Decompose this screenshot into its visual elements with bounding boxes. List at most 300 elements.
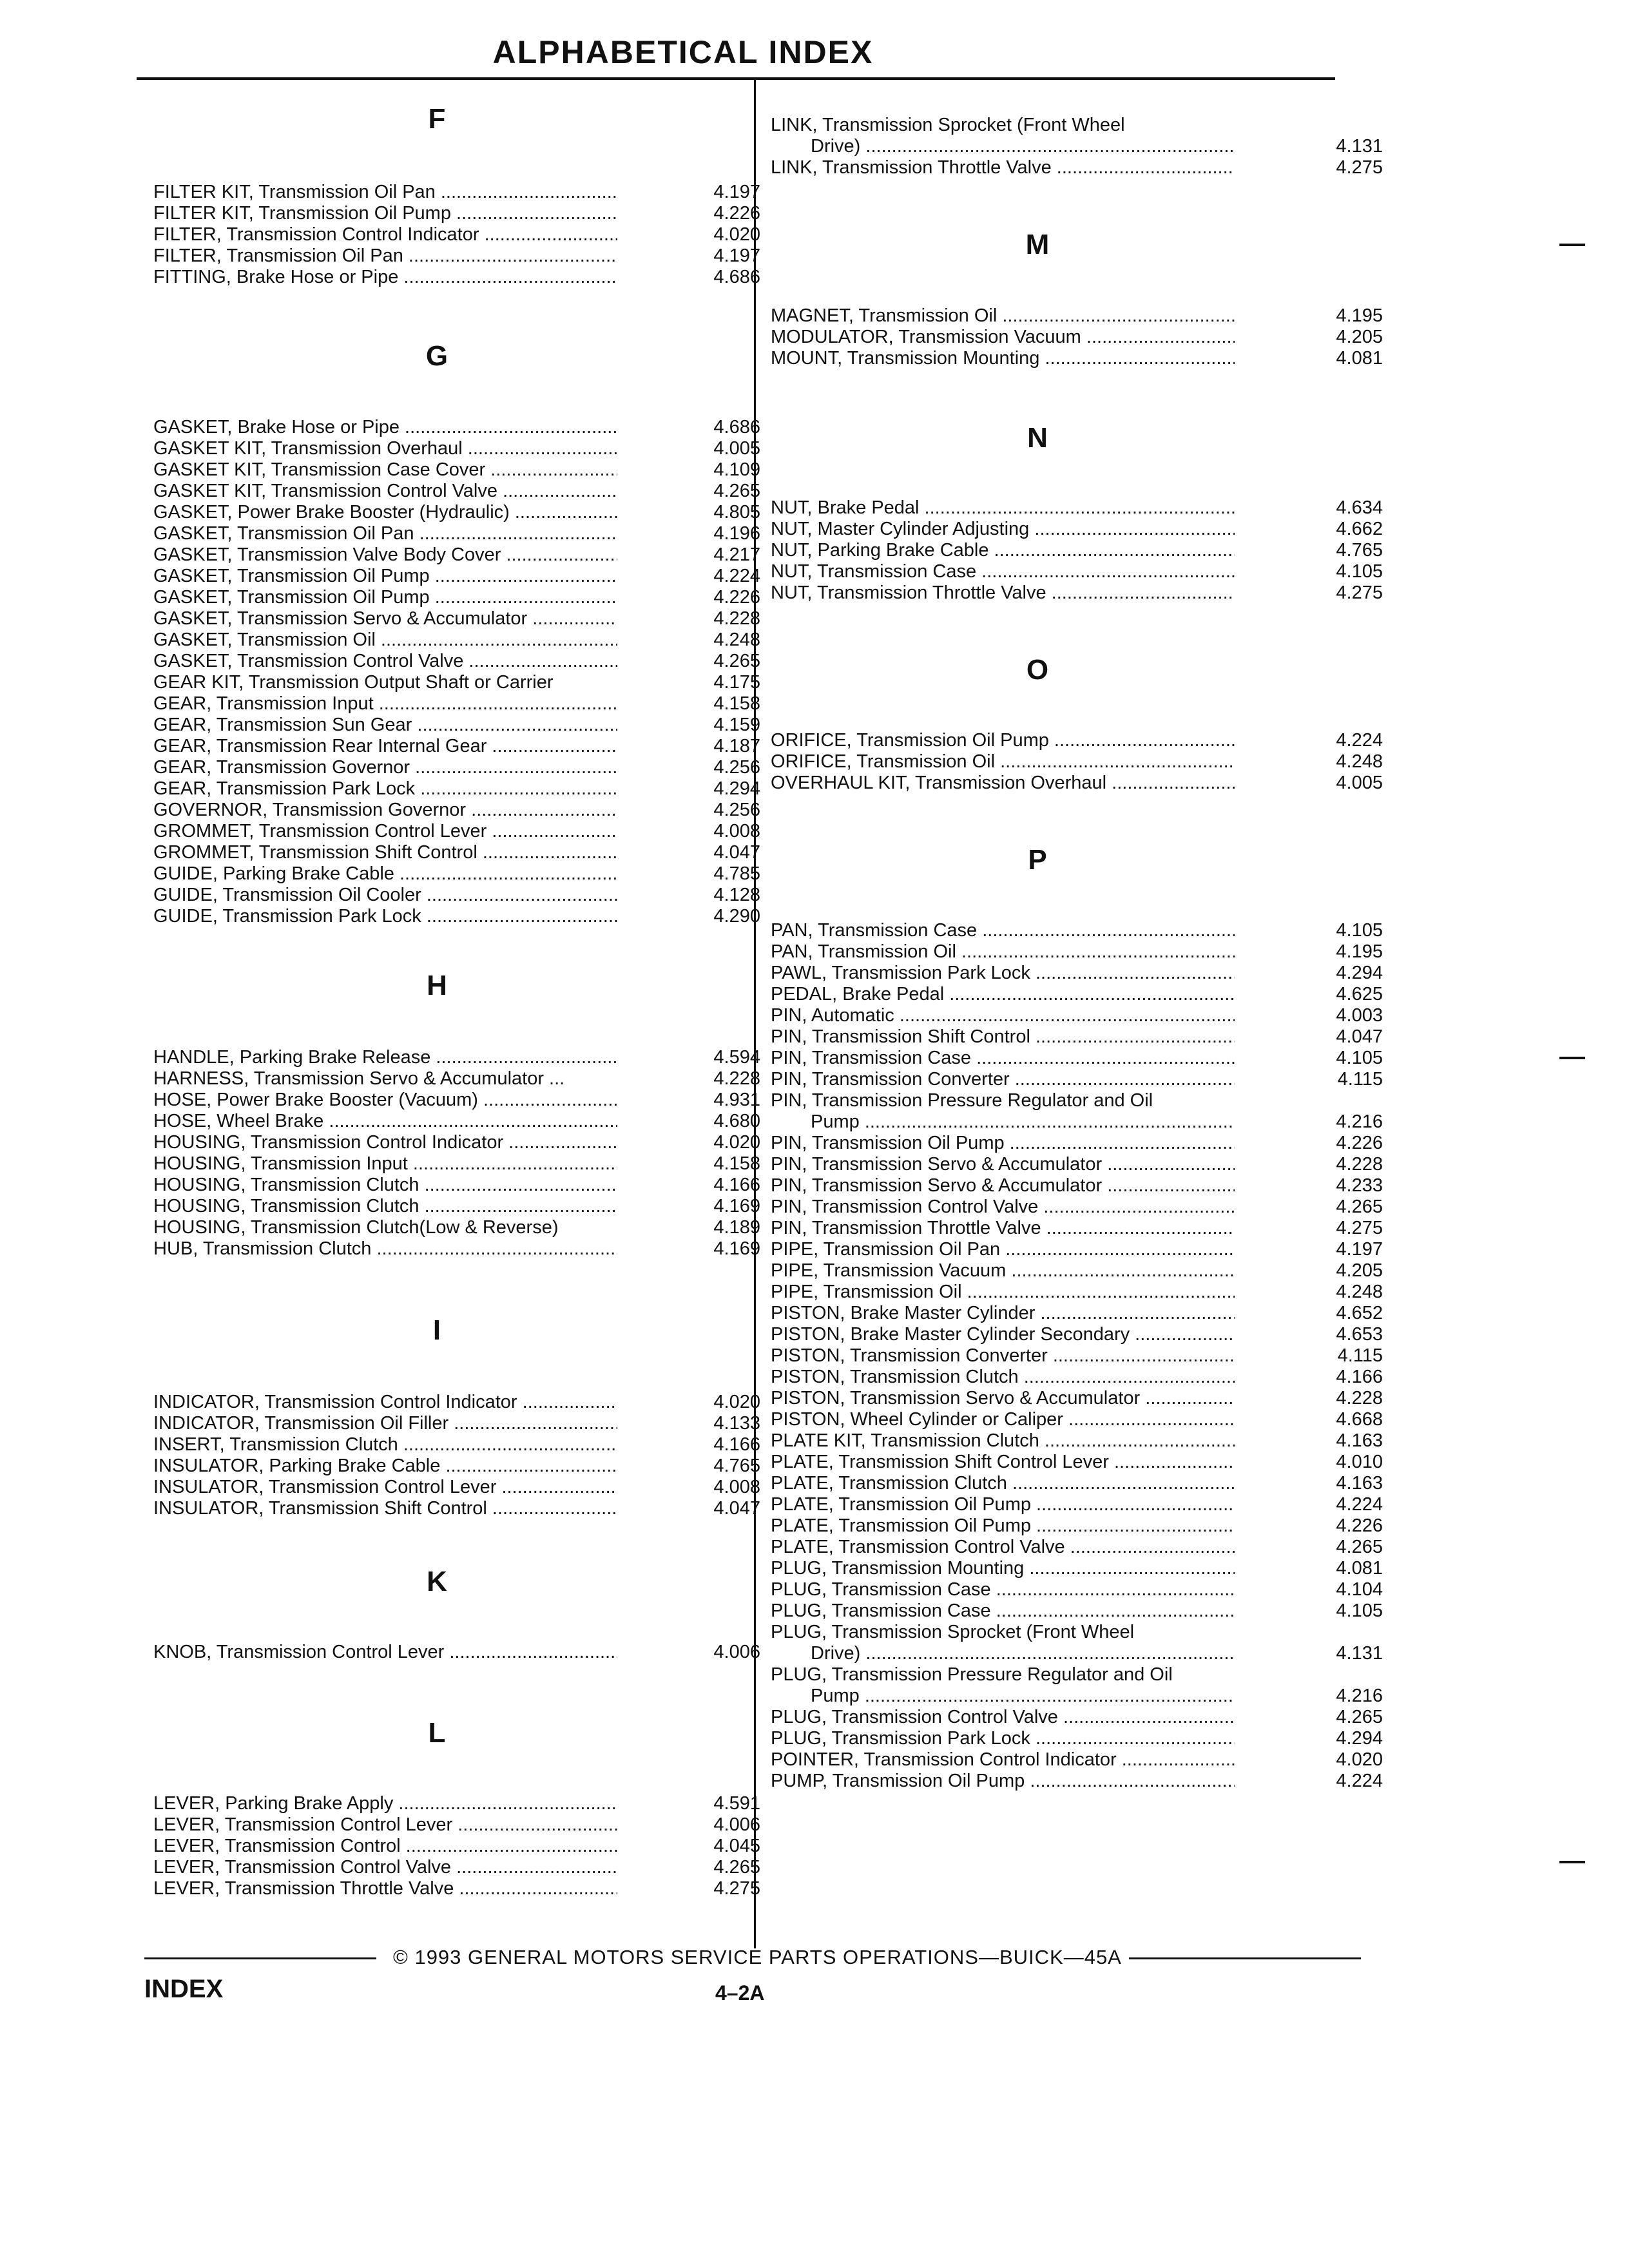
index-entry bbox=[771, 1345, 1389, 1367]
index-entry bbox=[153, 1642, 772, 1663]
index-entry-page: 4.625 bbox=[1336, 984, 1383, 1004]
index-entry bbox=[153, 1477, 772, 1498]
index-entry-page: 4.765 bbox=[1336, 540, 1383, 561]
index-entry-name: LEVER, Transmission Control Valve ..... bbox=[153, 1857, 617, 1878]
index-entry-name: PEDAL, Brake Pedal ..... bbox=[771, 984, 1235, 1005]
index-entry-name: PIN, Transmission Servo & Accumulator ..... bbox=[771, 1175, 1235, 1196]
index-entry-page: 4.217 bbox=[713, 544, 760, 565]
index-entry-name: LEVER, Parking Brake Apply ..... bbox=[153, 1793, 617, 1814]
index-entry-name: PAN, Transmission Case ..... bbox=[771, 920, 1235, 941]
margin-mark bbox=[1559, 1057, 1585, 1059]
index-entry-name: PLUG, Transmission Park Lock ..... bbox=[771, 1728, 1235, 1749]
index-entry-page: 4.265 bbox=[713, 651, 760, 671]
index-entry-name: GASKET, Transmission Oil Pan ..... bbox=[153, 523, 617, 544]
index-entry bbox=[153, 1090, 772, 1111]
index-entry bbox=[771, 1048, 1389, 1069]
index-entry-page: 4.169 bbox=[713, 1238, 760, 1259]
index-entry-name: GASKET KIT, Transmission Case Cover ..... bbox=[153, 459, 617, 481]
index-entry bbox=[771, 1643, 1389, 1664]
index-entry-name: PISTON, Brake Master Cylinder Secondary ..... bbox=[771, 1324, 1235, 1345]
index-entry bbox=[153, 800, 772, 821]
index-entry-name: HOUSING, Transmission Input ..... bbox=[153, 1153, 617, 1175]
index-entry bbox=[153, 1392, 772, 1413]
index-entry-page: 4.275 bbox=[713, 1878, 760, 1899]
index-entry-name: PIN, Transmission Control Valve ..... bbox=[771, 1196, 1235, 1218]
index-entry bbox=[153, 1196, 772, 1217]
index-entry-page: 4.115 bbox=[1337, 1345, 1383, 1366]
index-entry bbox=[771, 497, 1389, 519]
index-entry-page: 4.187 bbox=[713, 736, 760, 756]
index-entry-page: 4.020 bbox=[1336, 1749, 1383, 1770]
index-entry-name: OVERHAUL KIT, Transmission Overhaul ..... bbox=[771, 773, 1235, 794]
index-entry bbox=[771, 1707, 1389, 1728]
footer-section-label: INDEX bbox=[144, 1975, 224, 2003]
index-entry-name: GEAR, Transmission Rear Internal Gear ..... bbox=[153, 736, 617, 757]
index-entry bbox=[153, 906, 772, 927]
index-entry-name: GASKET, Transmission Servo & Accumulator ..... bbox=[153, 608, 617, 629]
index-entry bbox=[153, 1153, 772, 1175]
section-letter: L bbox=[428, 1717, 446, 1749]
index-entry-page: 4.680 bbox=[713, 1111, 760, 1131]
index-entry bbox=[153, 203, 772, 224]
index-entry bbox=[771, 920, 1389, 941]
index-entry-name: HOUSING, Transmission Clutch ..... bbox=[153, 1175, 617, 1196]
index-entry-page: 4.196 bbox=[713, 523, 760, 544]
index-entry-name: PISTON, Transmission Servo & Accumulator ..... bbox=[771, 1388, 1235, 1409]
index-entry-name: PISTON, Transmission Converter ..... bbox=[771, 1345, 1235, 1367]
index-entry-page: 4.228 bbox=[713, 1068, 760, 1089]
index-entry-name: Drive) ..... bbox=[771, 1643, 1235, 1664]
index-entry-name: INSULATOR, Parking Brake Cable ..... bbox=[153, 1456, 617, 1477]
index-entry bbox=[771, 1388, 1389, 1409]
section-letter: N bbox=[1027, 422, 1048, 454]
index-entry bbox=[153, 1068, 772, 1090]
index-entry bbox=[771, 1409, 1389, 1430]
index-entry bbox=[771, 1026, 1389, 1048]
index-entry-page: 4.109 bbox=[713, 459, 760, 480]
index-entry-page: 4.195 bbox=[1336, 941, 1383, 962]
index-entry bbox=[153, 1836, 772, 1857]
index-entry-name: GEAR, Transmission Park Lock ..... bbox=[153, 778, 617, 800]
index-entry-page: 4.006 bbox=[713, 1814, 760, 1835]
index-entry-page: 4.765 bbox=[713, 1456, 760, 1476]
index-entry-page: 4.686 bbox=[713, 417, 760, 437]
index-entry-name: GEAR KIT, Transmission Output Shaft or Carrier bbox=[153, 672, 554, 693]
index-entry bbox=[153, 224, 772, 245]
index-entry-name: GOVERNOR, Transmission Governor ..... bbox=[153, 800, 617, 821]
index-entry bbox=[771, 1473, 1389, 1494]
index-entry-name: ORIFICE, Transmission Oil ..... bbox=[771, 751, 1235, 773]
section-letter: H bbox=[427, 970, 447, 1001]
index-entry-name: LEVER, Transmission Throttle Valve ..... bbox=[153, 1878, 617, 1899]
index-entry-name: GEAR, Transmission Sun Gear ..... bbox=[153, 715, 617, 736]
index-entry bbox=[771, 1728, 1389, 1749]
index-entry-page: 4.591 bbox=[713, 1793, 760, 1814]
index-entry-page: 4.133 bbox=[713, 1413, 760, 1434]
index-entry bbox=[153, 1498, 772, 1519]
index-entry bbox=[153, 587, 772, 608]
index-entry-name: GASKET, Transmission Control Valve ..... bbox=[153, 651, 617, 672]
index-entry-name: FITTING, Brake Hose or Pipe ..... bbox=[153, 267, 617, 288]
index-entry-page: 4.594 bbox=[713, 1047, 760, 1068]
index-entry bbox=[153, 182, 772, 203]
index-entry-page: 4.265 bbox=[1336, 1537, 1383, 1557]
index-entry bbox=[771, 348, 1389, 369]
index-entry-page: 4.931 bbox=[713, 1090, 760, 1110]
index-entry-page: 4.216 bbox=[1336, 1686, 1383, 1706]
index-entry-name: PLUG, Transmission Mounting ..... bbox=[771, 1558, 1235, 1579]
index-entry-name: PIN, Automatic ..... bbox=[771, 1005, 1235, 1026]
footer-copyright: © 1993 GENERAL MOTORS SERVICE PARTS OPERATIONS—BUICK—45A bbox=[393, 1946, 1122, 1968]
index-entry-page: 4.785 bbox=[713, 863, 760, 884]
index-entry bbox=[771, 1664, 1389, 1686]
index-entry bbox=[153, 267, 772, 288]
index-entry bbox=[771, 1515, 1389, 1537]
index-entry-name: GASKET, Brake Hose or Pipe ..... bbox=[153, 417, 617, 438]
margin-mark bbox=[1559, 1861, 1585, 1863]
index-entry-page: 4.205 bbox=[1336, 327, 1383, 347]
index-entry-page: 4.228 bbox=[713, 608, 760, 629]
index-entry-name: INSULATOR, Transmission Control Lever ..... bbox=[153, 1477, 617, 1498]
index-entry-page: 4.010 bbox=[1336, 1452, 1383, 1472]
index-entry bbox=[153, 842, 772, 863]
index-entry-page: 4.294 bbox=[713, 778, 760, 799]
index-entry bbox=[771, 1622, 1389, 1643]
index-entry-name: GUIDE, Transmission Park Lock ..... bbox=[153, 906, 617, 927]
index-entry-name: GASKET, Transmission Oil ..... bbox=[153, 629, 617, 651]
index-entry-page: 4.020 bbox=[713, 224, 760, 245]
index-entry-name: FILTER, Transmission Oil Pan ..... bbox=[153, 245, 617, 267]
index-entry-page: 4.294 bbox=[1336, 963, 1383, 983]
index-entry bbox=[771, 305, 1389, 327]
index-entry-page: 4.105 bbox=[1336, 561, 1383, 582]
index-entry-page: 4.228 bbox=[1336, 1388, 1383, 1408]
index-entry-page: 4.256 bbox=[713, 757, 760, 778]
index-entry bbox=[771, 1686, 1389, 1707]
index-entry bbox=[153, 481, 772, 502]
index-entry-name: PLUG, Transmission Case ..... bbox=[771, 1600, 1235, 1622]
index-entry bbox=[771, 963, 1389, 984]
index-entry-name: LEVER, Transmission Control Lever ..... bbox=[153, 1814, 617, 1836]
index-entry bbox=[771, 1494, 1389, 1515]
index-entry-page: 4.265 bbox=[1336, 1196, 1383, 1217]
index-entry-page: 4.131 bbox=[1336, 1643, 1383, 1664]
section-letter: G bbox=[425, 340, 448, 372]
index-entry-name: HANDLE, Parking Brake Release ..... bbox=[153, 1047, 617, 1068]
index-entry bbox=[153, 1413, 772, 1434]
index-entry bbox=[771, 1260, 1389, 1282]
index-entry bbox=[771, 540, 1389, 561]
index-entry-page: 4.045 bbox=[713, 1836, 760, 1856]
index-entry bbox=[771, 1239, 1389, 1260]
index-entry bbox=[153, 1175, 772, 1196]
index-entry-page: 4.047 bbox=[1336, 1026, 1383, 1047]
index-entry-name: Pump ..... bbox=[771, 1111, 1235, 1133]
index-entry-name: HOUSING, Transmission Clutch(Low & Reverse) bbox=[153, 1217, 559, 1238]
index-entry-name: PLATE KIT, Transmission Clutch ..... bbox=[771, 1430, 1235, 1452]
index-entry bbox=[153, 1434, 772, 1456]
index-entry-page: 4.008 bbox=[713, 821, 760, 841]
index-entry-page: 4.115 bbox=[1337, 1069, 1383, 1090]
index-entry-name: GEAR, Transmission Governor ..... bbox=[153, 757, 617, 778]
index-entry-page: 4.131 bbox=[1336, 136, 1383, 157]
index-entry bbox=[771, 136, 1389, 157]
index-entry bbox=[771, 1452, 1389, 1473]
index-entry-page: 4.047 bbox=[713, 842, 760, 863]
index-entry-name: INSULATOR, Transmission Shift Control ..... bbox=[153, 1498, 617, 1519]
index-entry-page: 4.226 bbox=[713, 587, 760, 608]
index-entry-name: MODULATOR, Transmission Vacuum ..... bbox=[771, 327, 1235, 348]
index-entry bbox=[771, 1600, 1389, 1622]
index-entry bbox=[153, 438, 772, 459]
index-entry-name: POINTER, Transmission Control Indicator ..... bbox=[771, 1749, 1235, 1771]
index-entry bbox=[771, 773, 1389, 794]
index-entry-page: 4.668 bbox=[1336, 1409, 1383, 1430]
index-entry-name: FILTER KIT, Transmission Oil Pan ..... bbox=[153, 182, 617, 203]
index-entry-page: 4.166 bbox=[713, 1434, 760, 1455]
index-entry-page: 4.226 bbox=[713, 203, 760, 224]
index-entry-name: NUT, Parking Brake Cable ..... bbox=[771, 540, 1235, 561]
index-entry bbox=[771, 1749, 1389, 1771]
section-letter: P bbox=[1028, 844, 1047, 876]
index-entry bbox=[153, 672, 772, 693]
index-entry-page: 4.175 bbox=[713, 672, 760, 693]
index-entry-page: 4.294 bbox=[1336, 1728, 1383, 1749]
index-entry-name: NUT, Master Cylinder Adjusting ..... bbox=[771, 519, 1235, 540]
index-entry-page: 4.265 bbox=[713, 1857, 760, 1878]
index-entry-page: 4.104 bbox=[1336, 1579, 1383, 1600]
index-entry bbox=[153, 566, 772, 587]
index-entry-page: 4.224 bbox=[713, 566, 760, 586]
index-entry bbox=[771, 984, 1389, 1005]
index-entry-page: 4.205 bbox=[1336, 1260, 1383, 1281]
index-entry-name: PIN, Transmission Oil Pump ..... bbox=[771, 1133, 1235, 1154]
index-entry bbox=[771, 582, 1389, 604]
index-entry-name: GEAR, Transmission Input ..... bbox=[153, 693, 617, 715]
index-entry-name: LEVER, Transmission Control ..... bbox=[153, 1836, 617, 1857]
index-entry bbox=[153, 1238, 772, 1260]
index-entry-name: MAGNET, Transmission Oil ..... bbox=[771, 305, 1235, 327]
index-entry-name: LINK, Transmission Throttle Valve ..... bbox=[771, 157, 1235, 178]
index-entry-name: PISTON, Wheel Cylinder or Caliper ..... bbox=[771, 1409, 1235, 1430]
index-entry-page: 4.159 bbox=[713, 715, 760, 735]
index-entry bbox=[771, 1537, 1389, 1558]
index-entry-name: HOSE, Wheel Brake ..... bbox=[153, 1111, 617, 1132]
index-entry-page: 4.275 bbox=[1336, 1218, 1383, 1238]
index-entry bbox=[771, 519, 1389, 540]
index-entry-page: 4.686 bbox=[713, 267, 760, 287]
index-entry-page: 4.226 bbox=[1336, 1133, 1383, 1153]
index-entry bbox=[153, 1814, 772, 1836]
index-entry bbox=[153, 417, 772, 438]
index-entry bbox=[771, 1218, 1389, 1239]
index-entry-name: PAN, Transmission Oil ..... bbox=[771, 941, 1235, 963]
index-entry bbox=[771, 1771, 1389, 1792]
index-entry-page: 4.248 bbox=[713, 629, 760, 650]
index-entry bbox=[771, 1282, 1389, 1303]
index-entry bbox=[153, 1857, 772, 1878]
index-entry bbox=[153, 1793, 772, 1814]
index-entry-name: LINK, Transmission Sprocket (Front Wheel bbox=[771, 115, 1125, 135]
index-entry bbox=[153, 693, 772, 715]
index-entry-page: 4.003 bbox=[1336, 1005, 1383, 1026]
index-entry bbox=[153, 523, 772, 544]
index-entry bbox=[153, 778, 772, 800]
index-entry-name: NUT, Transmission Throttle Valve ..... bbox=[771, 582, 1235, 604]
index-entry bbox=[153, 544, 772, 566]
section-letter: F bbox=[428, 103, 446, 135]
index-entry-page: 4.216 bbox=[1336, 1111, 1383, 1132]
index-entry-name: PLATE, Transmission Shift Control Lever ..... bbox=[771, 1452, 1235, 1473]
index-entry bbox=[771, 1558, 1389, 1579]
index-entry-name: PAWL, Transmission Park Lock ..... bbox=[771, 963, 1235, 984]
margin-mark bbox=[1559, 244, 1585, 246]
index-entry-name: PUMP, Transmission Oil Pump ..... bbox=[771, 1771, 1235, 1792]
footer-rule-right bbox=[1129, 1957, 1361, 1959]
index-entry-page: 4.005 bbox=[1336, 773, 1383, 793]
index-entry bbox=[153, 1047, 772, 1068]
index-entry-page: 4.005 bbox=[713, 438, 760, 459]
index-entry bbox=[153, 715, 772, 736]
index-entry-name: PLUG, Transmission Case ..... bbox=[771, 1579, 1235, 1600]
index-entry-page: 4.158 bbox=[713, 693, 760, 714]
index-entry-name: GASKET, Power Brake Booster (Hydraulic) ..... bbox=[153, 502, 617, 523]
index-entry-page: 4.105 bbox=[1336, 1600, 1383, 1621]
index-entry-name: HOUSING, Transmission Control Indicator ..... bbox=[153, 1132, 617, 1153]
index-entry-page: 4.224 bbox=[1336, 730, 1383, 751]
index-entry-page: 4.224 bbox=[1336, 1494, 1383, 1515]
index-entry-page: 4.224 bbox=[1336, 1771, 1383, 1791]
index-entry bbox=[771, 1154, 1389, 1175]
index-entry bbox=[153, 1217, 772, 1238]
index-entry bbox=[771, 1005, 1389, 1026]
index-entry-page: 4.166 bbox=[713, 1175, 760, 1195]
index-entry-page: 4.081 bbox=[1336, 348, 1383, 369]
index-entry-name: GROMMET, Transmission Control Lever ..... bbox=[153, 821, 617, 842]
index-entry-name: HARNESS, Transmission Servo & Accumulator ... bbox=[153, 1068, 565, 1089]
index-entry-name: PLATE, Transmission Control Valve ..... bbox=[771, 1537, 1235, 1558]
index-entry-name: PIN, Transmission Case ..... bbox=[771, 1048, 1235, 1069]
index-entry bbox=[771, 115, 1389, 136]
index-entry-name: PIN, Transmission Servo & Accumulator ..... bbox=[771, 1154, 1235, 1175]
index-entry bbox=[153, 1878, 772, 1899]
index-entry bbox=[153, 863, 772, 885]
index-entry-name: GASKET, Transmission Oil Pump ..... bbox=[153, 566, 617, 587]
index-entry bbox=[153, 1111, 772, 1132]
index-entry-page: 4.265 bbox=[1336, 1707, 1383, 1727]
index-entry-page: 4.290 bbox=[713, 906, 760, 927]
index-entry-page: 4.653 bbox=[1336, 1324, 1383, 1345]
index-entry-name: PISTON, Brake Master Cylinder ..... bbox=[771, 1303, 1235, 1324]
index-entry-name: INSERT, Transmission Clutch ..... bbox=[153, 1434, 617, 1456]
index-entry-name: ORIFICE, Transmission Oil Pump ..... bbox=[771, 730, 1235, 751]
index-entry bbox=[771, 1133, 1389, 1154]
index-entry-page: 4.228 bbox=[1336, 1154, 1383, 1175]
index-entry bbox=[153, 608, 772, 629]
index-entry bbox=[153, 502, 772, 523]
index-entry-name: PIN, Transmission Converter ..... bbox=[771, 1069, 1235, 1090]
index-entry-name: GASKET KIT, Transmission Overhaul ..... bbox=[153, 438, 617, 459]
index-entry-page: 4.105 bbox=[1336, 1048, 1383, 1068]
index-entry-page: 4.248 bbox=[1336, 1282, 1383, 1302]
index-entry bbox=[153, 885, 772, 906]
index-entry-name: PIN, Transmission Pressure Regulator and Oil bbox=[771, 1090, 1153, 1111]
index-entry-page: 4.169 bbox=[713, 1196, 760, 1216]
index-entry-name: GUIDE, Transmission Oil Cooler ..... bbox=[153, 885, 617, 906]
index-entry-page: 4.233 bbox=[1336, 1175, 1383, 1196]
index-entry bbox=[153, 629, 772, 651]
index-entry bbox=[153, 1132, 772, 1153]
index-entry-name: GUIDE, Parking Brake Cable ..... bbox=[153, 863, 617, 885]
index-entry-page: 4.275 bbox=[1336, 157, 1383, 178]
index-entry-name: Pump ..... bbox=[771, 1686, 1235, 1707]
index-entry-name: INDICATOR, Transmission Control Indicator ..... bbox=[153, 1392, 617, 1413]
index-entry-page: 4.166 bbox=[1336, 1367, 1383, 1387]
index-entry-name: INDICATOR, Transmission Oil Filler ..... bbox=[153, 1413, 617, 1434]
index-entry-page: 4.195 bbox=[1336, 305, 1383, 326]
index-entry bbox=[771, 1324, 1389, 1345]
index-entry-name: PIPE, Transmission Vacuum ..... bbox=[771, 1260, 1235, 1282]
section-letter: O bbox=[1026, 654, 1049, 686]
index-entry-name: PISTON, Transmission Clutch ..... bbox=[771, 1367, 1235, 1388]
index-entry-name: PLUG, Transmission Sprocket (Front Wheel bbox=[771, 1622, 1135, 1642]
section-letter: M bbox=[1025, 229, 1050, 260]
index-entry bbox=[771, 561, 1389, 582]
index-entry-page: 4.197 bbox=[713, 245, 760, 266]
column-divider bbox=[754, 80, 756, 1948]
index-entry-page: 4.128 bbox=[713, 885, 760, 905]
index-entry-name: FILTER KIT, Transmission Oil Pump ..... bbox=[153, 203, 617, 224]
index-entry bbox=[153, 736, 772, 757]
index-entry-name: PIPE, Transmission Oil ..... bbox=[771, 1282, 1235, 1303]
index-entry bbox=[771, 1196, 1389, 1218]
index-entry-page: 4.634 bbox=[1336, 497, 1383, 518]
index-entry-name: GASKET KIT, Transmission Control Valve ..... bbox=[153, 481, 617, 502]
index-entry-page: 4.163 bbox=[1336, 1473, 1383, 1494]
index-entry-name: PLATE, Transmission Oil Pump ..... bbox=[771, 1515, 1235, 1537]
index-entry-page: 4.158 bbox=[713, 1153, 760, 1174]
index-entry-page: 4.163 bbox=[1336, 1430, 1383, 1451]
index-entry-page: 4.662 bbox=[1336, 519, 1383, 539]
index-entry-name: PIN, Transmission Shift Control ..... bbox=[771, 1026, 1235, 1048]
index-entry bbox=[771, 1430, 1389, 1452]
index-entry bbox=[771, 1303, 1389, 1324]
index-entry-name: FILTER, Transmission Control Indicator ..... bbox=[153, 224, 617, 245]
index-entry bbox=[771, 941, 1389, 963]
index-entry-name: PLATE, Transmission Oil Pump ..... bbox=[771, 1494, 1235, 1515]
index-entry bbox=[153, 757, 772, 778]
index-entry-page: 4.008 bbox=[713, 1477, 760, 1497]
index-entry-page: 4.226 bbox=[1336, 1515, 1383, 1536]
index-entry bbox=[771, 1111, 1389, 1133]
index-entry-page: 4.275 bbox=[1336, 582, 1383, 603]
index-entry-page: 4.189 bbox=[713, 1217, 760, 1238]
title-rule bbox=[137, 77, 1335, 80]
index-entry bbox=[771, 327, 1389, 348]
index-entry bbox=[153, 651, 772, 672]
index-entry-name: PLATE, Transmission Clutch ..... bbox=[771, 1473, 1235, 1494]
index-entry-page: 4.020 bbox=[713, 1392, 760, 1412]
index-entry-name: HOUSING, Transmission Clutch ..... bbox=[153, 1196, 617, 1217]
index-entry-name: NUT, Brake Pedal ..... bbox=[771, 497, 1235, 519]
index-entry-page: 4.248 bbox=[1336, 751, 1383, 772]
index-entry-name: GASKET, Transmission Valve Body Cover ..... bbox=[153, 544, 617, 566]
index-entry-page: 4.197 bbox=[713, 182, 760, 202]
index-entry-name: PLUG, Transmission Control Valve ..... bbox=[771, 1707, 1235, 1728]
index-entry-page: 4.805 bbox=[713, 502, 760, 523]
index-entry-name: PIPE, Transmission Oil Pan ..... bbox=[771, 1239, 1235, 1260]
index-entry-name: HOSE, Power Brake Booster (Vacuum) ..... bbox=[153, 1090, 617, 1111]
